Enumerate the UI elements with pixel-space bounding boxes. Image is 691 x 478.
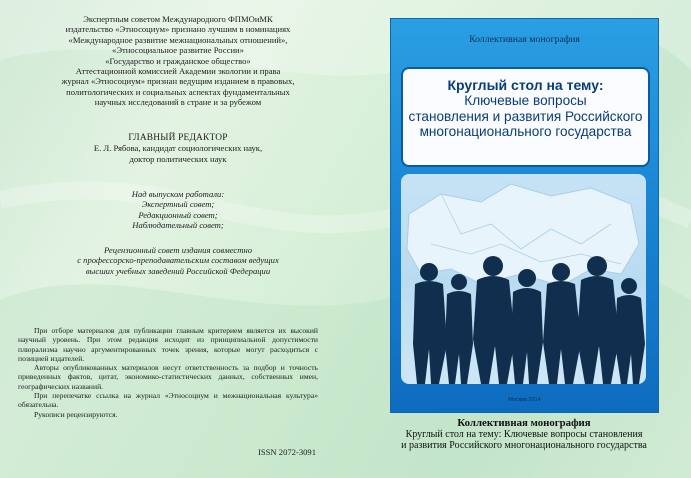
silhouettes-group (413, 256, 645, 384)
nomination-line: журнал «Этносоциум» признан ведущим изданием в правовых, (61, 76, 295, 87)
people-silhouettes-image (401, 174, 646, 384)
rule-paragraph: При перепечатке ссылка на журнал «Этносоциум и межнациональная культура» обязательна. (18, 391, 318, 410)
cover-title-main: Круглый стол на тему: (447, 77, 604, 93)
review-line: с профессорско-преподавательским составом ведущих (77, 255, 279, 266)
review-line: высших учебных заведений Российской Федерации (85, 265, 271, 276)
book-caption (374, 418, 674, 451)
rule-paragraph: Авторы опубликованных материалов несут ответственность за подбор и точность приведенных фактов, цитат, экономико-статистических данных, собственных имен, географических названий. (18, 363, 318, 391)
nomination-line: Аттестационной комиссией Академии экологии и права (75, 66, 281, 77)
nomination-line: «Международное развитие межнациональных отношений», (68, 34, 288, 45)
caption-type: Коллективная монография (457, 417, 591, 429)
rule-paragraph: При отборе материалов для публикации главным критерием является их высокий научный уровень. При этом редакция исходит из принципиальной допустимости плюрализма научно аргументированных точек зрения, которые могут расходиться с позицией издателей. (18, 326, 318, 363)
editorial-rules (18, 326, 318, 419)
chief-editor-block (18, 133, 338, 164)
chief-editor-heading: ГЛАВНЫЙ РЕДАКТОР (128, 133, 228, 143)
issue-credit-line: Экспертный совет; (141, 199, 215, 210)
nomination-line: Экспертным советом Международного ФПМОиМК (83, 14, 273, 24)
cover-title-line: становления и развития Российского (408, 108, 643, 124)
issue-credit-line: Наблюдательный совет; (132, 220, 224, 231)
rule-paragraph: Рукописи рецензируются. (34, 409, 118, 419)
cover-top-label: Коллективная монография (469, 34, 580, 45)
issue-credit-line: Над выпуском работали: (131, 189, 225, 199)
nomination-line: издательство «Этносоциум» признано лучшим в номинациях (65, 24, 291, 35)
nomination-line: научных исследований в стране и за рубежом (94, 97, 262, 108)
review-line: Рецензионный совет издания совместно (103, 245, 253, 255)
cover-title-line: Ключевые вопросы (464, 93, 587, 108)
cover-title-box (401, 67, 650, 167)
chief-editor-line: доктор политических наук (129, 153, 227, 164)
issue-credits-block (18, 189, 338, 231)
front-cover (390, 18, 659, 413)
issn-number: ISSN 2072-3091 (258, 447, 317, 457)
cover-title-line: многонационального государства (419, 124, 632, 139)
nomination-line: «Государство и гражданское общество» (105, 55, 251, 66)
cover-illustration (401, 174, 646, 384)
caption-title-line: и развития Российского многонационального государства (401, 440, 647, 451)
issue-credit-line: Редакционный совет; (138, 209, 218, 220)
chief-editor-line: Е. Л. Рябова, кандидат социологических наук, (93, 143, 263, 154)
review-council-block (18, 245, 338, 276)
cover-city-year: Москва 2014 (508, 397, 541, 403)
nominations-block (18, 14, 338, 108)
caption-title-line: Круглый стол на тему: Ключевые вопросы становления (405, 429, 643, 440)
nomination-line: «Этносоциальное развитие России» (112, 45, 244, 56)
nomination-line: политологических и социальных аспектах фундаментальных (66, 86, 290, 97)
